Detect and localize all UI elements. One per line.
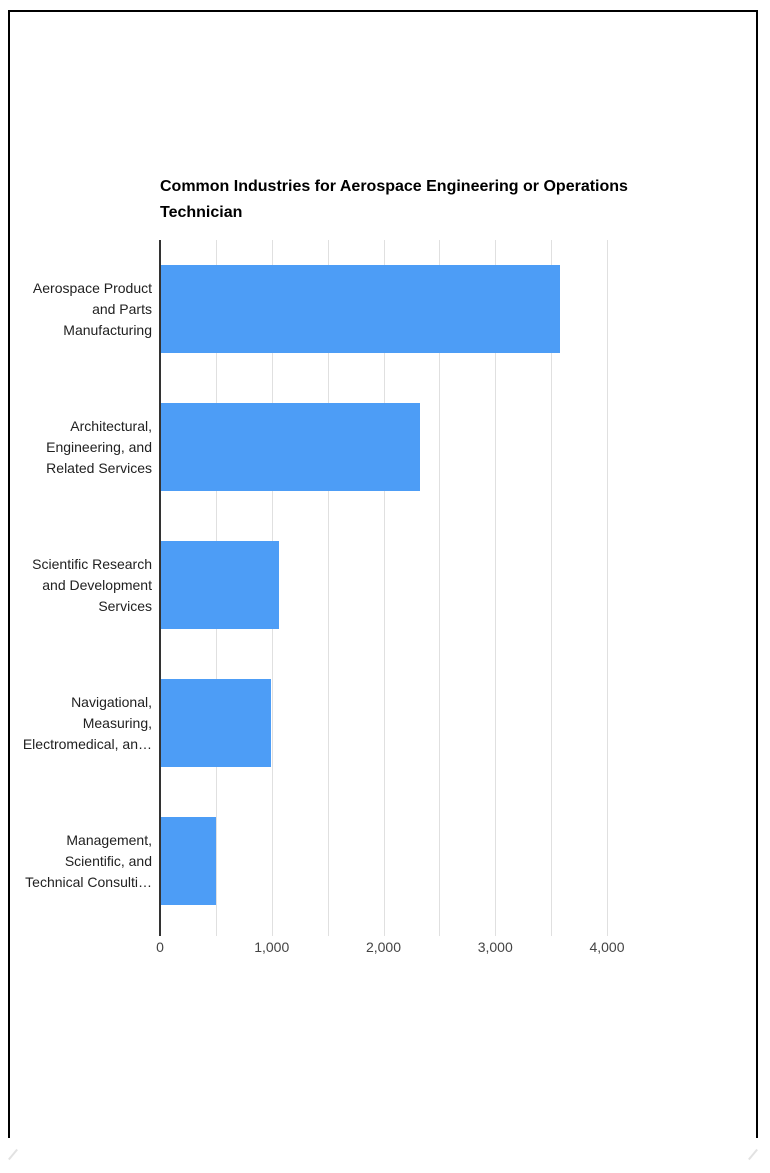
category-axis-label-line: Electromedical, an… [22, 735, 152, 752]
chart-title-line-2: Technician [160, 204, 243, 221]
category-axis-label-line: Measuring, [82, 714, 152, 731]
x-axis-tick-label: 1,000 [254, 939, 290, 955]
category-axis-label-line: Engineering, and [46, 438, 152, 455]
gridline [607, 240, 608, 936]
bar[interactable] [161, 817, 216, 905]
category-axis-label [10, 554, 152, 617]
category-axis-label-line: Related Services [46, 459, 152, 476]
x-axis-tick-label: 2,000 [365, 939, 402, 955]
category-axis-label-line: and Development [42, 576, 152, 593]
category-axis-label-line: Aerospace Product [32, 279, 152, 296]
bar[interactable] [161, 403, 420, 491]
bar[interactable] [161, 541, 279, 629]
bar[interactable] [161, 265, 560, 353]
category-axis-label-line: Architectural, [70, 417, 152, 434]
bar[interactable] [161, 679, 271, 767]
category-axis-label [10, 830, 152, 893]
category-axis-label [10, 278, 152, 341]
x-axis-tick-label: 0 [156, 939, 164, 955]
x-axis-tick-label: 4,000 [589, 939, 625, 955]
x-axis-tick-label: 3,000 [477, 939, 513, 955]
category-axis-label-line: and Parts [92, 300, 152, 317]
category-axis-label-line: Technical Consulti… [25, 873, 152, 890]
category-axis-label-line: Manufacturing [63, 321, 152, 338]
category-axis-label-line: Navigational, [71, 693, 152, 710]
chart-title-line-1: Common Industries for Aerospace Engineering or Operations [160, 178, 628, 195]
category-axis-label-line: Management, [66, 831, 152, 848]
category-axis-label-line: Scientific Research [32, 555, 152, 572]
category-axis-label [10, 416, 152, 479]
category-axis-label-line: Scientific, and [64, 852, 152, 869]
category-axis-label [10, 692, 152, 755]
category-axis-label-line: Services [98, 597, 152, 614]
